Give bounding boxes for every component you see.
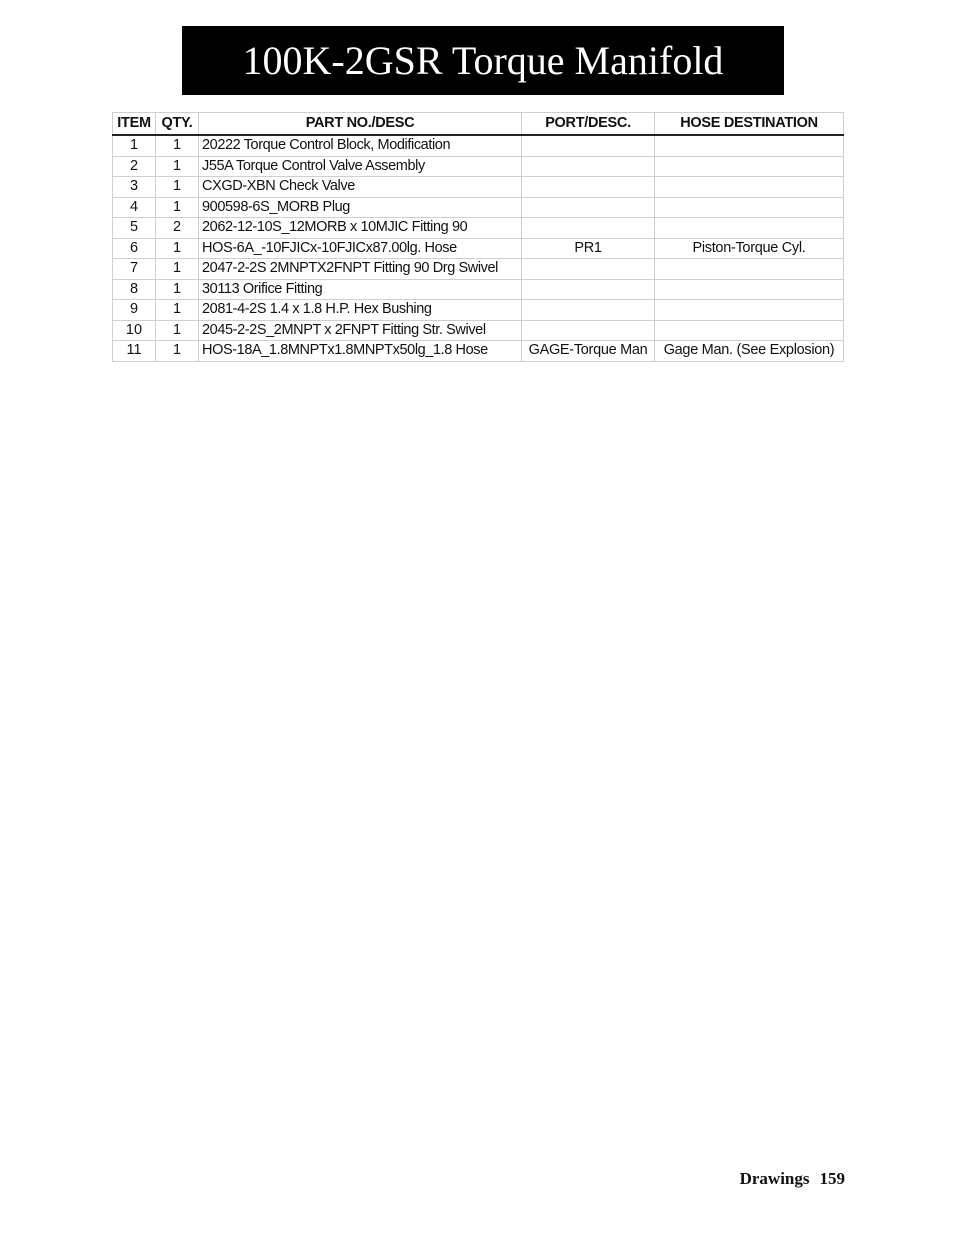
cell-hose (655, 156, 844, 177)
cell-qty: 1 (156, 320, 199, 341)
cell-hose (655, 300, 844, 321)
cell-item: 11 (113, 341, 156, 362)
cell-item: 8 (113, 279, 156, 300)
cell-qty: 1 (156, 341, 199, 362)
page-footer (740, 1169, 845, 1189)
cell-item: 2 (113, 156, 156, 177)
parts-table (112, 112, 844, 362)
table-row (113, 218, 844, 239)
footer-section: Drawings (739, 1169, 810, 1188)
table-header (113, 113, 844, 136)
page-title: 100K-2GSR Torque Manifold (182, 26, 784, 95)
cell-item: 5 (113, 218, 156, 239)
table-row (113, 156, 844, 177)
header-row (113, 113, 844, 136)
cell-item: 10 (113, 320, 156, 341)
header-qty: QTY. (156, 113, 199, 136)
cell-qty: 1 (156, 156, 199, 177)
cell-item: 3 (113, 177, 156, 198)
cell-part: J55A Torque Control Valve Assembly (199, 156, 522, 177)
cell-part: 2062-12-10S_12MORB x 10MJIC Fitting 90 (199, 218, 522, 239)
header-hose: HOSE DESTINATION (655, 113, 844, 136)
header-port: PORT/DESC. (522, 113, 655, 136)
cell-port (522, 320, 655, 341)
cell-item: 7 (113, 259, 156, 280)
cell-part: 2047-2-2S 2MNPTX2FNPT Fitting 90 Drg Swivel (199, 259, 522, 280)
cell-port (522, 259, 655, 280)
cell-port (522, 197, 655, 218)
table-row (113, 259, 844, 280)
table-row (113, 320, 844, 341)
table-body (113, 135, 844, 361)
cell-part: HOS-18A_1.8MNPTx1.8MNPTx50lg_1.8 Hose (199, 341, 522, 362)
cell-part: 2045-2-2S_2MNPT x 2FNPT Fitting Str. Swivel (199, 320, 522, 341)
cell-qty: 1 (156, 300, 199, 321)
cell-hose (655, 279, 844, 300)
cell-qty: 1 (156, 279, 199, 300)
cell-part: 900598-6S_MORB Plug (199, 197, 522, 218)
cell-qty: 1 (156, 177, 199, 198)
cell-qty: 1 (156, 238, 199, 259)
table-row (113, 135, 844, 156)
cell-hose: Piston-Torque Cyl. (655, 238, 844, 259)
cell-port (522, 135, 655, 156)
cell-port (522, 156, 655, 177)
cell-hose: Gage Man. (See Explosion) (655, 341, 844, 362)
header-item: ITEM (113, 113, 156, 136)
cell-qty: 1 (156, 259, 199, 280)
cell-port: GAGE-Torque Man (522, 341, 655, 362)
cell-hose (655, 135, 844, 156)
cell-item: 1 (113, 135, 156, 156)
page-number: 159 (819, 1169, 845, 1188)
cell-port (522, 218, 655, 239)
cell-port (522, 177, 655, 198)
cell-hose (655, 259, 844, 280)
cell-qty: 2 (156, 218, 199, 239)
table-row (113, 197, 844, 218)
cell-item: 6 (113, 238, 156, 259)
cell-hose (655, 197, 844, 218)
table-row (113, 279, 844, 300)
table-row (113, 238, 844, 259)
cell-item: 4 (113, 197, 156, 218)
table-row (113, 341, 844, 362)
table-row (113, 177, 844, 198)
cell-part: 2081-4-2S 1.4 x 1.8 H.P. Hex Bushing (199, 300, 522, 321)
cell-part: 30113 Orifice Fitting (199, 279, 522, 300)
table-row (113, 300, 844, 321)
cell-part: 20222 Torque Control Block, Modification (199, 135, 522, 156)
cell-hose (655, 218, 844, 239)
cell-port: PR1 (522, 238, 655, 259)
cell-qty: 1 (156, 135, 199, 156)
cell-item: 9 (113, 300, 156, 321)
cell-part: HOS-6A_-10FJICx-10FJICx87.00lg. Hose (199, 238, 522, 259)
cell-hose (655, 320, 844, 341)
cell-port (522, 300, 655, 321)
cell-part: CXGD-XBN Check Valve (199, 177, 522, 198)
header-part: PART NO./DESC (199, 113, 522, 136)
cell-hose (655, 177, 844, 198)
cell-port (522, 279, 655, 300)
cell-qty: 1 (156, 197, 199, 218)
